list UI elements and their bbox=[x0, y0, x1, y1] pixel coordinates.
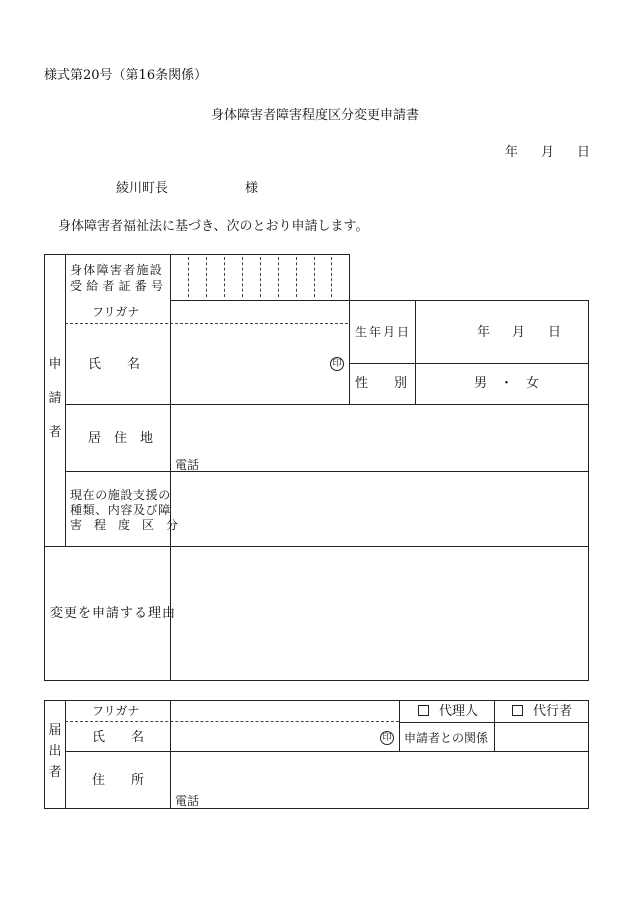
digit-divider bbox=[224, 257, 225, 297]
rule bbox=[44, 808, 589, 809]
applicant-label-char: 請 bbox=[48, 391, 62, 406]
digit-divider bbox=[314, 257, 315, 297]
rule bbox=[65, 700, 66, 809]
birth-year-label: 年 bbox=[477, 325, 491, 340]
proxy-option bbox=[512, 704, 572, 720]
rule bbox=[44, 254, 349, 255]
date-day-label: 日 bbox=[577, 145, 591, 160]
cert-label-line1: 身体障害者施設 bbox=[70, 263, 164, 277]
rule bbox=[44, 546, 589, 547]
rule bbox=[399, 700, 400, 752]
support-label-line3: 害 程 度 区 分 bbox=[70, 518, 179, 532]
notifier-label-char: 出 bbox=[48, 744, 62, 759]
rule bbox=[44, 254, 45, 681]
date-month-label: 月 bbox=[541, 145, 555, 160]
rule bbox=[349, 363, 588, 364]
agent-option bbox=[418, 704, 478, 720]
rule bbox=[65, 404, 588, 405]
proxy-checkbox[interactable] bbox=[512, 705, 523, 716]
rule bbox=[170, 700, 171, 809]
rule bbox=[494, 700, 495, 752]
rule bbox=[588, 700, 589, 809]
rule bbox=[349, 254, 350, 405]
rule bbox=[65, 471, 588, 472]
applicant-furigana-label: フリガナ bbox=[92, 305, 140, 319]
intro-text: 身体障害者福祉法に基づき、次のとおり申請します。 bbox=[58, 219, 369, 234]
sex-options: 男 ・ 女 bbox=[474, 376, 540, 391]
sex-label: 性 別 bbox=[355, 376, 408, 391]
addressee-name: 綾川町長 bbox=[116, 181, 169, 196]
rule bbox=[44, 700, 589, 701]
cert-label-line2: 受給者証番号 bbox=[70, 279, 168, 293]
form-number: 様式第20号（第16条関係） bbox=[44, 68, 208, 83]
rule bbox=[415, 300, 416, 405]
digit-divider bbox=[188, 257, 189, 297]
change-reason-label: 変更を申請する理由 bbox=[50, 606, 177, 621]
applicant-label-char: 申 bbox=[48, 357, 62, 372]
support-label-line2: 種類、内容及び障 bbox=[70, 503, 171, 517]
proxy-option-label: 代行者 bbox=[533, 704, 573, 719]
applicant-phone-label: 電話 bbox=[175, 458, 200, 472]
notifier-address-label: 住 所 bbox=[92, 773, 145, 788]
digit-divider bbox=[206, 257, 207, 297]
rule bbox=[65, 751, 589, 752]
notifier-section-label bbox=[49, 724, 61, 779]
applicant-label-char: 者 bbox=[48, 425, 62, 440]
notifier-furigana-label: フリガナ bbox=[92, 704, 140, 718]
notifier-label-char: 者 bbox=[48, 765, 62, 780]
applicant-name-label: 氏 名 bbox=[88, 357, 141, 372]
digit-divider bbox=[242, 257, 243, 297]
rule bbox=[65, 254, 66, 547]
birth-day-label: 日 bbox=[548, 325, 562, 340]
digit-divider bbox=[331, 257, 332, 297]
digit-divider bbox=[296, 257, 297, 297]
form-title: 身体障害者障害程度区分変更申請書 bbox=[210, 108, 419, 123]
agent-option-label: 代理人 bbox=[439, 704, 479, 719]
notifier-seal-mark: 印 bbox=[380, 731, 394, 745]
rule bbox=[170, 300, 588, 301]
notifier-phone-label: 電話 bbox=[175, 794, 200, 808]
birth-month-label: 月 bbox=[512, 325, 526, 340]
date-year-label: 年 bbox=[505, 145, 519, 160]
support-label-line1: 現在の施設支援の bbox=[70, 488, 171, 502]
applicant-seal-mark: 印 bbox=[330, 357, 344, 371]
birth-date-label: 生年月日 bbox=[355, 325, 412, 339]
furigana-dashed-rule bbox=[65, 323, 348, 324]
digit-divider bbox=[278, 257, 279, 297]
notifier-name-label: 氏 名 bbox=[92, 730, 145, 745]
rule bbox=[44, 700, 45, 809]
rule bbox=[588, 300, 589, 681]
notifier-furigana-dashed-rule bbox=[65, 721, 399, 722]
relation-label: 申請者との関係 bbox=[404, 731, 489, 745]
notifier-label-char: 届 bbox=[48, 723, 62, 738]
residence-label: 居 住 地 bbox=[88, 431, 154, 446]
agent-checkbox[interactable] bbox=[418, 705, 429, 716]
rule bbox=[44, 680, 589, 681]
addressee-honorific: 様 bbox=[245, 181, 259, 196]
digit-divider bbox=[260, 257, 261, 297]
applicant-section-label bbox=[49, 358, 61, 439]
